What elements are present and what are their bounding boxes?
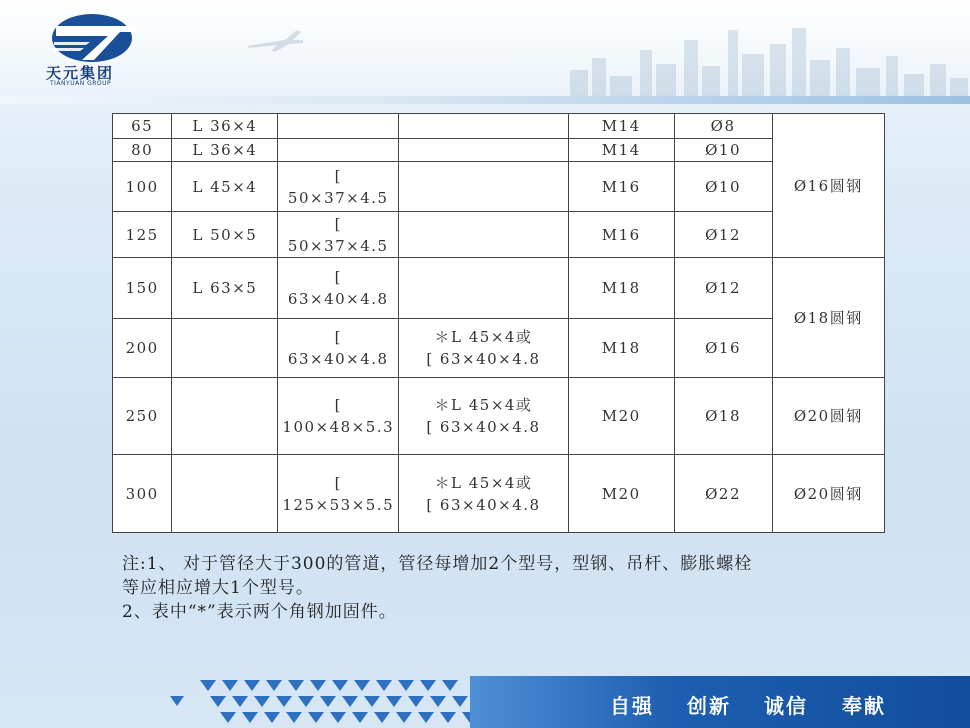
table-cell: [ 63×40×4.8	[278, 319, 399, 378]
header-stripe	[0, 96, 970, 104]
slogan-text: 奉献	[842, 694, 886, 718]
table-cell	[399, 114, 569, 139]
table-cell: L 36×4	[172, 139, 278, 162]
table-row	[113, 378, 885, 455]
table-cell: M16	[568, 212, 674, 258]
table-cell: 80	[113, 139, 172, 162]
table-row	[113, 212, 885, 258]
table-cell: [ 125×53×5.5	[278, 455, 399, 533]
cell-line: ＊L 45×4或	[434, 396, 533, 414]
table-cell: L 45×4	[172, 162, 278, 212]
table-cell: M16	[568, 162, 674, 212]
table-cell: M14	[568, 114, 674, 139]
note-line: 等应相应增大1个型号。	[122, 578, 314, 598]
table-cell	[399, 455, 569, 533]
spec-table	[112, 113, 885, 533]
table-cell: 65	[113, 114, 172, 139]
cell-line: ＊L 45×4或	[434, 473, 533, 492]
table-cell: Ø20圆钢	[772, 378, 884, 455]
slogan-text: 诚信	[764, 694, 808, 718]
table-cell: Ø12	[674, 212, 772, 258]
table-cell: [ 50×37×4.5	[278, 162, 399, 212]
table-cell	[399, 258, 569, 319]
table-cell	[399, 139, 569, 162]
slogan-text: 创新	[687, 694, 731, 718]
table-cell: 125	[113, 212, 172, 258]
table-cell: 100	[113, 162, 172, 212]
table-cell	[172, 319, 278, 378]
table-cell: M18	[568, 319, 674, 378]
cell-line: [ 63×40×4.8	[426, 350, 541, 368]
note-line: 2、表中“*”表示两个角钢加固件。	[122, 602, 397, 622]
table-cell: Ø16	[674, 319, 772, 378]
table-cell: M14	[568, 139, 674, 162]
table-row	[113, 258, 885, 319]
table-cell: 200	[113, 319, 172, 378]
table-cell	[399, 162, 569, 212]
footer	[0, 676, 970, 728]
table-cell	[172, 455, 278, 533]
note-line: 注:1、 对于管径大于300的管道，管径每增加2个型号，型钢、吊杆、膨胀螺栓	[122, 554, 753, 574]
table-cell: M20	[568, 455, 674, 533]
table-row	[113, 319, 885, 378]
table-cell: M18	[568, 258, 674, 319]
airplane-icon	[245, 26, 305, 56]
table-cell: 150	[113, 258, 172, 319]
table-cell: Ø16圆钢	[772, 114, 884, 258]
table-cell: L 50×5	[172, 212, 278, 258]
brand-name: 天元集团	[46, 64, 115, 82]
table-cell: 250	[113, 378, 172, 455]
table-cell: [ 100×48×5.3	[278, 378, 399, 455]
table-row	[113, 162, 885, 212]
table-cell: [ 50×37×4.5	[278, 212, 399, 258]
table-cell: [ 63×40×4.8	[278, 258, 399, 319]
table-cell	[399, 319, 569, 378]
table-cell	[172, 378, 278, 455]
table-cell	[399, 378, 569, 455]
table-cell: L 36×4	[172, 114, 278, 139]
table-row	[113, 139, 885, 162]
table-row	[113, 455, 885, 533]
table-cell: Ø8	[674, 114, 772, 139]
table-cell: Ø10	[674, 162, 772, 212]
table-cell	[278, 114, 399, 139]
table-cell	[399, 212, 569, 258]
cell-line: [ 63×40×4.8	[426, 418, 541, 436]
table-cell: Ø20圆钢	[772, 455, 884, 533]
table-cell: L 63×5	[172, 258, 278, 319]
table-cell	[278, 139, 399, 162]
slogan-text: 自强	[610, 694, 654, 718]
table-cell: Ø18	[674, 378, 772, 455]
triangle-pattern-icon	[170, 676, 500, 728]
table-notes	[122, 552, 882, 624]
table-cell: M20	[568, 378, 674, 455]
cell-line: [ 63×40×4.8	[426, 495, 541, 514]
brand-sub: TIANYUAN GROUP	[50, 80, 112, 87]
cell-line: ＊L 45×4或	[434, 328, 533, 346]
header	[0, 0, 970, 108]
table-cell: Ø12	[674, 258, 772, 319]
table-cell: 300	[113, 455, 172, 533]
table-cell: Ø22	[674, 455, 772, 533]
table-cell: Ø10	[674, 139, 772, 162]
table-row	[113, 114, 885, 139]
city-skyline-icon	[560, 20, 970, 98]
table-cell: Ø18圆钢	[772, 258, 884, 378]
